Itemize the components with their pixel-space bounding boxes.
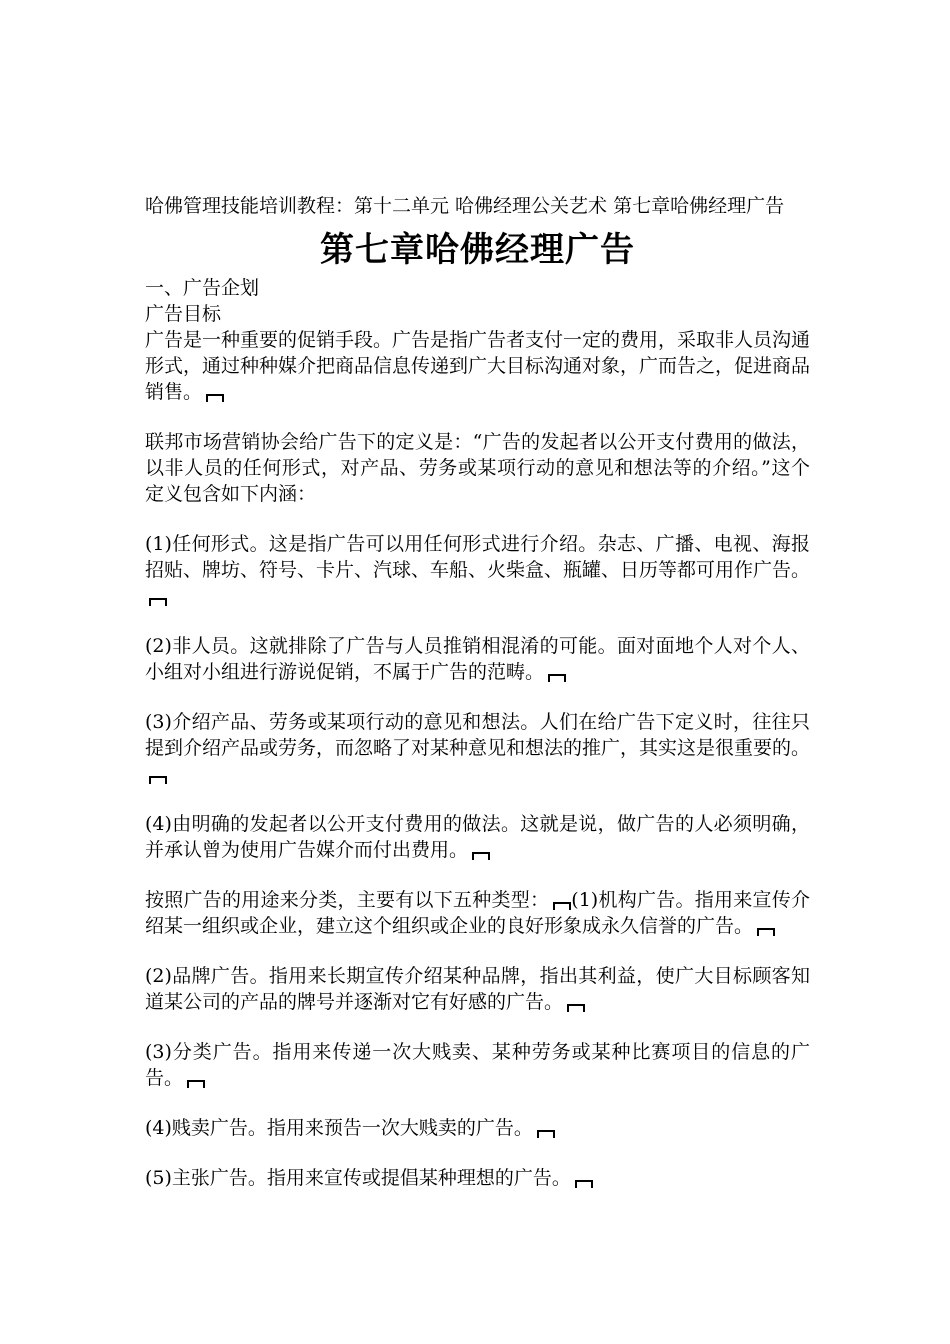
subsection-heading: 广告目标 — [145, 303, 222, 325]
paragraph — [145, 1115, 810, 1141]
document-heading: 哈佛管理技能培训教程：第十二单元 哈佛经理公关艺术 第七章哈佛经理广告 — [145, 195, 785, 217]
paragraph-text: (4)贱卖广告。指用来预告一次大贱卖的广告。 — [145, 1117, 533, 1139]
paragraph-mark-icon — [206, 392, 224, 402]
paragraph — [145, 633, 810, 685]
paragraph-text: 广告是一种重要的促销手段。广告是指广告者支付一定的费用，采取非人员沟通形式，通过种种媒介把商品信息传递到广大目标沟通对象，广而告之，促进商品销售。 — [145, 329, 811, 403]
paragraph-mark-icon — [187, 1078, 205, 1088]
paragraph — [145, 1165, 810, 1191]
paragraph-text: (1)机构广告。指用来宣传介绍某一组织或企业，建立这个组织或企业的良好形象成永久信誉的广告。 — [145, 889, 810, 937]
paragraph-mark-icon — [149, 774, 167, 784]
chapter-title: 第七章哈佛经理广告 — [320, 230, 635, 270]
paragraph-text: (1)任何形式。这是指广告可以用任何形式进行介绍。杂志、广播、电视、海报招贴、牌坊、符号、卡片、汽球、车船、火柴盒、瓶罐、日历等都可用作广告。 — [145, 533, 811, 581]
paragraph-mark-icon — [537, 1128, 555, 1138]
section-heading: 一、广告企划 — [145, 277, 260, 299]
paragraph — [145, 887, 810, 939]
paragraph-mark-icon — [149, 596, 167, 606]
document-page — [145, 193, 810, 1215]
paragraph — [145, 1039, 810, 1091]
paragraph-mark-icon — [553, 900, 571, 910]
paragraph-text: (2)非人员。这就排除了广告与人员推销相混淆的可能。面对面地个人对个人、小组对小组进行游说促销，不属于广告的范畴。 — [145, 635, 810, 683]
paragraph — [145, 811, 810, 863]
paragraph-mark-icon — [472, 850, 490, 860]
paragraph-mark-icon — [757, 926, 775, 936]
paragraph-mark-icon — [567, 1002, 585, 1012]
paragraph-text: (5)主张广告。指用来宣传或提倡某种理想的广告。 — [145, 1167, 571, 1189]
paragraph-text: 按照广告的用途来分类，主要有以下五种类型： — [145, 889, 550, 911]
paragraph-mark-icon — [575, 1178, 593, 1188]
paragraph — [145, 327, 810, 405]
paragraph-text: (2)品牌广告。指用来长期宣传介绍某种品牌，指出其利益，使广大目标顾客知道某公司的产品的牌号并逐渐对它有好感的广告。 — [145, 965, 810, 1013]
paragraph — [145, 531, 810, 609]
paragraph — [145, 963, 810, 1015]
paragraph-text: 联邦市场营销协会给广告下的定义是：“广告的发起者以公开支付费用的做法，以非人员的任何形式，对产品、劳务或某项行动的意见和想法等的介绍。”这个定义包含如下内涵： — [145, 431, 810, 505]
paragraph — [145, 709, 810, 787]
paragraph-text: (4)由明确的发起者以公开支付费用的做法。这就是说，做广告的人必须明确，并承认曾为使用广告媒介而付出费用。 — [145, 813, 810, 861]
paragraph-mark-icon — [548, 672, 566, 682]
paragraph-text: (3)分类广告。指用来传递一次大贱卖、某种劳务或某种比赛项目的信息的广告。 — [145, 1041, 810, 1089]
paragraph — [145, 429, 810, 507]
paragraph-text: (3)介绍产品、劳务或某项行动的意见和想法。人们在给广告下定义时，往往只提到介绍产品或劳务，而忽略了对某种意见和想法的推广，其实这是很重要的。 — [145, 711, 811, 759]
